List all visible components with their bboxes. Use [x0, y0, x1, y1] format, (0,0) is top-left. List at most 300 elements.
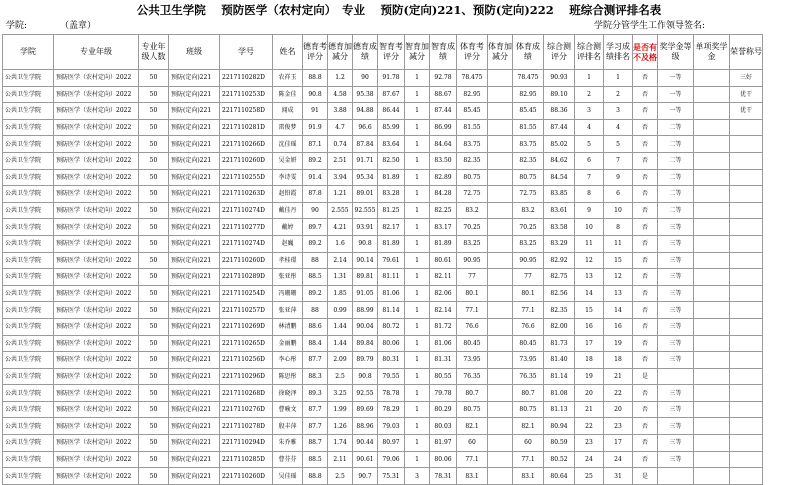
table-cell: [488, 86, 513, 103]
table-cell: 预防医学（农村定向）2022: [54, 202, 139, 219]
table-cell: 80.55: [430, 368, 457, 385]
table-cell: 3: [604, 103, 633, 120]
table-cell: 三等: [658, 401, 694, 418]
table-cell: 83.25: [457, 235, 488, 252]
table-cell: 孝桂璟: [273, 252, 303, 269]
table-cell: 公共卫生学院: [3, 302, 54, 319]
table-cell: 预防医学（农村定向）2022: [54, 368, 139, 385]
table-cell: 2217110263D: [220, 186, 273, 203]
table-cell: 83.1: [457, 468, 488, 485]
table-row: [3, 202, 763, 219]
table-cell: 81.97: [430, 435, 457, 452]
table-cell: 81.11: [378, 269, 405, 286]
table-cell: 50: [139, 318, 169, 335]
table-cell: 78.78: [378, 385, 405, 402]
table-cell: 2.555: [328, 202, 353, 219]
table-cell: [488, 169, 513, 186]
table-cell: 三等: [658, 252, 694, 269]
signature-label: 学院分管学生工作领导签名:: [594, 21, 706, 31]
table-cell: 二等: [658, 136, 694, 153]
table-cell: 80.45: [513, 335, 544, 352]
table-cell: 公共卫生学院: [3, 202, 54, 219]
table-cell: [730, 451, 763, 468]
table-cell: [488, 435, 513, 452]
table-cell: 88.99: [353, 302, 378, 319]
table-cell: 二等: [658, 119, 694, 136]
table-cell: 2217110266D: [220, 136, 273, 153]
table-cell: 1: [405, 235, 430, 252]
table-cell: 否: [633, 169, 658, 186]
table-cell: 86.99: [430, 119, 457, 136]
table-cell: 90.61: [353, 451, 378, 468]
column-header: 是否有不及格: [633, 35, 658, 70]
table-cell: 否: [633, 86, 658, 103]
table-cell: 91: [303, 103, 328, 120]
table-cell: 83.2: [513, 202, 544, 219]
table-cell: 88.8: [303, 468, 328, 485]
table-cell: 公共卫生学院: [3, 468, 54, 485]
table-cell: 60: [513, 435, 544, 452]
table-cell: 预防(定向)221: [169, 235, 220, 252]
column-header: 德育加减分: [328, 35, 353, 70]
table-cell: 预防(定向)221: [169, 418, 220, 435]
table-cell: 83.85: [544, 186, 575, 203]
table-row: [3, 219, 763, 236]
table-cell: 公共卫生学院: [3, 86, 54, 103]
table-cell: 15: [604, 252, 633, 269]
table-cell: 预防医学（农村定向）2022: [54, 451, 139, 468]
table-cell: 否: [633, 136, 658, 153]
table-cell: 50: [139, 219, 169, 236]
table-cell: 1: [405, 385, 430, 402]
table-cell: 88.5: [303, 451, 328, 468]
table-cell: 2217110265D: [220, 335, 273, 352]
table-cell: [488, 70, 513, 87]
table-cell: 78.475: [457, 70, 488, 87]
table-cell: 预防(定向)221: [169, 385, 220, 402]
table-cell: 否: [633, 285, 658, 302]
table-cell: [488, 468, 513, 485]
table-cell: 陈金佳: [273, 86, 303, 103]
table-cell: 2217110282D: [220, 70, 273, 87]
table-cell: 2217110257D: [220, 302, 273, 319]
table-cell: 50: [139, 368, 169, 385]
table-cell: 77.1: [513, 451, 544, 468]
table-cell: 2.51: [328, 152, 353, 169]
table-cell: 闻成: [273, 103, 303, 120]
college-label: 学院:: [6, 21, 28, 31]
table-cell: [694, 385, 730, 402]
table-cell: 50: [139, 468, 169, 485]
table-cell: 22: [575, 418, 604, 435]
table-cell: 82.92: [544, 252, 575, 269]
table-cell: 预防(定向)221: [169, 335, 220, 352]
table-cell: 11: [604, 235, 633, 252]
table-row: [3, 152, 763, 169]
table-cell: [694, 418, 730, 435]
table-cell: 24: [575, 451, 604, 468]
table-cell: 2217110274D: [220, 235, 273, 252]
table-cell: 预防(定向)221: [169, 302, 220, 319]
table-cell: 公共卫生学院: [3, 103, 54, 120]
table-cell: [488, 285, 513, 302]
table-cell: [488, 385, 513, 402]
table-cell: [730, 468, 763, 485]
table-cell: 92.555: [353, 202, 378, 219]
table-cell: 91.71: [353, 152, 378, 169]
table-cell: 50: [139, 169, 169, 186]
table-cell: 81.72: [430, 318, 457, 335]
table-cell: 83.1: [513, 468, 544, 485]
table-cell: [488, 136, 513, 153]
table-cell: 92.55: [353, 385, 378, 402]
table-cell: 50: [139, 103, 169, 120]
table-cell: 公共卫生学院: [3, 219, 54, 236]
table-cell: [694, 302, 730, 319]
table-cell: 80.1: [457, 285, 488, 302]
table-cell: 80.72: [378, 318, 405, 335]
table-cell: 83.2: [457, 202, 488, 219]
table-cell: 三等: [658, 285, 694, 302]
table-row: [3, 269, 763, 286]
table-cell: 徐晓泽: [273, 385, 303, 402]
table-cell: 预防医学（农村定向）2022: [54, 285, 139, 302]
table-cell: 81.06: [378, 285, 405, 302]
table-cell: 82.89: [430, 169, 457, 186]
table-cell: 4.21: [328, 219, 353, 236]
table-cell: 2217110277D: [220, 219, 273, 236]
table-cell: 72.75: [513, 186, 544, 203]
table-cell: 90.8: [353, 368, 378, 385]
table-cell: 三等: [658, 219, 694, 236]
table-cell: 三等: [658, 435, 694, 452]
table-cell: 预防医学（农村定向）2022: [54, 86, 139, 103]
table-cell: 2217110289D: [220, 269, 273, 286]
table-cell: [730, 285, 763, 302]
table-cell: 81.40: [544, 352, 575, 369]
table-cell: 88: [303, 252, 328, 269]
table-cell: [694, 202, 730, 219]
table-cell: [488, 302, 513, 319]
stamp-label: （盖章）: [60, 21, 97, 31]
table-cell: 50: [139, 451, 169, 468]
table-cell: 82.25: [430, 202, 457, 219]
table-cell: 1: [405, 302, 430, 319]
column-header: 德育考评分: [303, 35, 328, 70]
table-cell: 否: [633, 219, 658, 236]
table-cell: 金丽鹏: [273, 335, 303, 352]
table-cell: 公共卫生学院: [3, 318, 54, 335]
table-cell: 81.55: [457, 119, 488, 136]
table-row: [3, 368, 763, 385]
table-cell: 85.99: [378, 119, 405, 136]
table-cell: 否: [633, 103, 658, 120]
table-cell: 87.8: [303, 186, 328, 203]
table-cell: 1: [604, 70, 633, 87]
table-cell: 1: [405, 252, 430, 269]
column-header: 荣誉称号: [730, 35, 763, 70]
table-cell: 预防医学（农村定向）2022: [54, 269, 139, 286]
table-cell: 公共卫生学院: [3, 136, 54, 153]
table-cell: 预防医学（农村定向）2022: [54, 119, 139, 136]
table-cell: 预防(定向)221: [169, 86, 220, 103]
table-cell: 预防医学（农村定向）2022: [54, 318, 139, 335]
table-row: [3, 186, 763, 203]
table-cell: 91.78: [378, 70, 405, 87]
table-cell: 50: [139, 136, 169, 153]
table-cell: 4: [575, 119, 604, 136]
table-cell: 82.17: [378, 219, 405, 236]
table-cell: 72.75: [457, 186, 488, 203]
table-cell: [694, 435, 730, 452]
table-cell: 90.7: [353, 468, 378, 485]
table-cell: 2: [604, 86, 633, 103]
table-cell: 81.73: [544, 335, 575, 352]
table-cell: 50: [139, 335, 169, 352]
table-cell: [694, 186, 730, 203]
table-cell: 77.1: [457, 302, 488, 319]
table-cell: [694, 119, 730, 136]
column-header: 智育考评分: [378, 35, 405, 70]
column-header: 专业年级: [54, 35, 139, 70]
table-cell: [488, 401, 513, 418]
table-cell: 83.58: [544, 219, 575, 236]
table-cell: 91.4: [303, 169, 328, 186]
table-cell: 公共卫生学院: [3, 335, 54, 352]
table-cell: 预防(定向)221: [169, 318, 220, 335]
table-cell: 预防医学（农村定向）2022: [54, 252, 139, 269]
table-cell: 78.31: [430, 468, 457, 485]
table-cell: 预防(定向)221: [169, 285, 220, 302]
table-cell: 70.25: [457, 219, 488, 236]
table-cell: 90.44: [353, 435, 378, 452]
table-cell: 89.84: [353, 335, 378, 352]
table-cell: [730, 435, 763, 452]
table-cell: [694, 86, 730, 103]
table-cell: [730, 169, 763, 186]
table-cell: 预防(定向)221: [169, 119, 220, 136]
table-cell: 1.31: [328, 269, 353, 286]
table-cell: 1.85: [328, 285, 353, 302]
table-cell: 2217110260D: [220, 152, 273, 169]
table-cell: 公共卫生学院: [3, 252, 54, 269]
table-cell: 80.61: [430, 252, 457, 269]
table-cell: 戴佳丹: [273, 202, 303, 219]
table-cell: 50: [139, 235, 169, 252]
table-cell: 80.7: [513, 385, 544, 402]
table-cell: [694, 269, 730, 286]
table-cell: 1: [405, 269, 430, 286]
table-cell: 1: [405, 119, 430, 136]
table-cell: 否: [633, 418, 658, 435]
table-cell: 预防医学（农村定向）2022: [54, 152, 139, 169]
table-cell: 90.8: [303, 86, 328, 103]
table-cell: 二等: [658, 169, 694, 186]
table-cell: 2217110296D: [220, 368, 273, 385]
table-cell: 预防医学（农村定向）2022: [54, 401, 139, 418]
table-cell: 83.17: [430, 219, 457, 236]
table-row: [3, 318, 763, 335]
table-cell: 1: [405, 418, 430, 435]
table-cell: 81.31: [430, 352, 457, 369]
table-cell: 吴佳瑶: [273, 468, 303, 485]
column-header: 学号: [220, 35, 273, 70]
table-cell: 80.59: [544, 435, 575, 452]
table-cell: 1.44: [328, 318, 353, 335]
table-cell: [488, 103, 513, 120]
table-cell: 预防医学（农村定向）2022: [54, 103, 139, 120]
table-cell: 21: [604, 368, 633, 385]
table-cell: 预防(定向)221: [169, 103, 220, 120]
table-cell: 曹喻文: [273, 401, 303, 418]
table-cell: 公共卫生学院: [3, 269, 54, 286]
table-cell: 16: [604, 318, 633, 335]
table-cell: [730, 352, 763, 369]
table-cell: 83.61: [544, 202, 575, 219]
table-cell: 14: [575, 285, 604, 302]
table-cell: 李心彤: [273, 352, 303, 369]
table-cell: 1: [405, 152, 430, 169]
table-cell: [730, 385, 763, 402]
table-cell: 95.34: [353, 169, 378, 186]
table-cell: 优干: [730, 103, 763, 120]
table-cell: [730, 235, 763, 252]
table-cell: 6: [575, 152, 604, 169]
table-cell: [694, 219, 730, 236]
table-cell: 91.9: [303, 119, 328, 136]
table-cell: 5: [575, 136, 604, 153]
table-cell: 预防(定向)221: [169, 136, 220, 153]
table-row: [3, 285, 763, 302]
table-cell: 是: [633, 368, 658, 385]
table-cell: 赵巍: [273, 235, 303, 252]
table-cell: 5: [604, 136, 633, 153]
table-cell: 2217110274D: [220, 202, 273, 219]
table-cell: 10: [604, 202, 633, 219]
table-cell: 82.11: [430, 269, 457, 286]
table-cell: 否: [633, 235, 658, 252]
column-header: 智育加减分: [405, 35, 430, 70]
table-cell: 2: [575, 86, 604, 103]
table-cell: 10: [575, 219, 604, 236]
table-cell: 87.84: [353, 136, 378, 153]
table-cell: 50: [139, 86, 169, 103]
table-cell: 88.8: [303, 70, 328, 87]
table-cell: 82.95: [457, 86, 488, 103]
table-cell: 预防(定向)221: [169, 202, 220, 219]
table-cell: 89.2: [303, 235, 328, 252]
table-cell: 9: [575, 202, 604, 219]
table-cell: 79.61: [378, 252, 405, 269]
table-cell: [730, 401, 763, 418]
table-cell: 2217110253D: [220, 86, 273, 103]
table-cell: 50: [139, 269, 169, 286]
table-cell: [488, 335, 513, 352]
table-cell: 1.74: [328, 435, 353, 452]
table-cell: 95.38: [353, 86, 378, 103]
table-cell: 73.95: [513, 352, 544, 369]
table-cell: [694, 136, 730, 153]
table-cell: 3.88: [328, 103, 353, 120]
table-cell: 90.95: [457, 252, 488, 269]
column-header: 综合测评排名: [575, 35, 604, 70]
table-cell: 89.69: [353, 401, 378, 418]
table-cell: 13: [575, 269, 604, 286]
table-row: [3, 103, 763, 120]
table-cell: 3.94: [328, 169, 353, 186]
table-cell: 88.4: [303, 335, 328, 352]
table-cell: 1.6: [328, 235, 353, 252]
table-cell: 50: [139, 186, 169, 203]
table-cell: 公共卫生学院: [3, 235, 54, 252]
table-cell: 89.10: [544, 86, 575, 103]
table-cell: [694, 103, 730, 120]
table-cell: 50: [139, 401, 169, 418]
table-row: [3, 119, 763, 136]
table-cell: 雷俊梦: [273, 119, 303, 136]
table-cell: 76.6: [457, 318, 488, 335]
column-header: 学院: [3, 35, 54, 70]
table-cell: [488, 235, 513, 252]
table-cell: 农祥玉: [273, 70, 303, 87]
table-cell: 公共卫生学院: [3, 368, 54, 385]
table-cell: 79.03: [378, 418, 405, 435]
table-cell: 预防(定向)221: [169, 401, 220, 418]
table-cell: 1: [405, 103, 430, 120]
table-cell: 80.29: [430, 401, 457, 418]
table-cell: [488, 352, 513, 369]
table-cell: 87.7: [303, 418, 328, 435]
table-cell: 11: [575, 235, 604, 252]
table-cell: 1: [405, 219, 430, 236]
table-cell: 50: [139, 119, 169, 136]
column-header: 班级: [169, 35, 220, 70]
table-row: [3, 418, 763, 435]
table-cell: 三等: [658, 352, 694, 369]
table-cell: 7: [604, 152, 633, 169]
table-cell: 否: [633, 335, 658, 352]
table-cell: 1: [405, 318, 430, 335]
column-header: 综合测评分: [544, 35, 575, 70]
table-cell: 1: [405, 335, 430, 352]
table-cell: 93.91: [353, 219, 378, 236]
table-cell: 96.6: [353, 119, 378, 136]
table-cell: 1: [405, 285, 430, 302]
table-cell: [694, 335, 730, 352]
table-row: [3, 70, 763, 87]
column-header: 体育考评分: [457, 35, 488, 70]
table-cell: 二等: [658, 186, 694, 203]
table-cell: 1: [405, 186, 430, 203]
table-cell: 公共卫生学院: [3, 70, 54, 87]
table-cell: 曹芬芬: [273, 451, 303, 468]
table-cell: [730, 302, 763, 319]
table-cell: 4.7: [328, 119, 353, 136]
table-cell: 否: [633, 302, 658, 319]
table-cell: 80.7: [457, 385, 488, 402]
table-cell: 89.7: [303, 219, 328, 236]
table-cell: 78.29: [378, 401, 405, 418]
table-cell: 88.5: [303, 269, 328, 286]
table-cell: 80.31: [378, 352, 405, 369]
table-cell: 50: [139, 252, 169, 269]
table-cell: 83.29: [544, 235, 575, 252]
table-cell: [730, 186, 763, 203]
table-cell: [694, 70, 730, 87]
table-cell: 1: [405, 86, 430, 103]
table-cell: 1: [405, 136, 430, 153]
table-cell: 3: [405, 468, 430, 485]
